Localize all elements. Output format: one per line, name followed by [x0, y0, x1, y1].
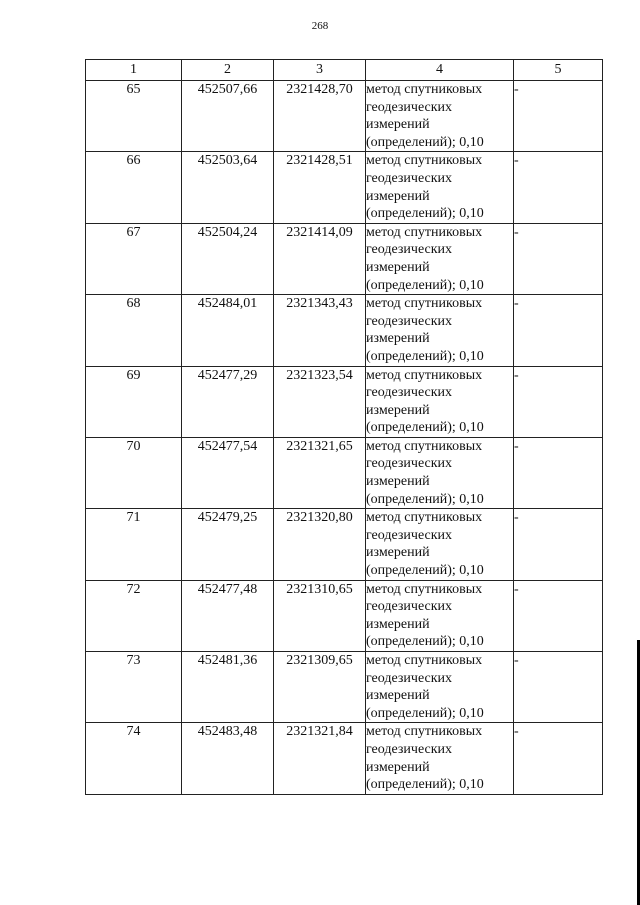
- table-row: [86, 509, 603, 580]
- table-row: [86, 652, 603, 723]
- point-number: 65: [86, 81, 182, 152]
- point-number: 69: [86, 366, 182, 437]
- table-header-row: [86, 60, 603, 81]
- y-coordinate: 2321309,65: [274, 652, 366, 723]
- point-number: 72: [86, 580, 182, 651]
- x-coordinate: 452477,48: [182, 580, 274, 651]
- method-description: метод спутниковых геодезических измерений (определений); 0,10: [366, 652, 514, 723]
- method-description: метод спутниковых геодезических измерений (определений); 0,10: [366, 223, 514, 294]
- point-number: 71: [86, 509, 182, 580]
- method-description: метод спутниковых геодезических измерений (определений); 0,10: [366, 152, 514, 223]
- note-cell: -: [514, 509, 603, 580]
- y-coordinate: 2321320,80: [274, 509, 366, 580]
- table-row: [86, 366, 603, 437]
- x-coordinate: 452507,66: [182, 81, 274, 152]
- column-header: 1: [86, 60, 182, 81]
- x-coordinate: 452477,29: [182, 366, 274, 437]
- x-coordinate: 452477,54: [182, 437, 274, 508]
- table-row: [86, 81, 603, 152]
- method-description: метод спутниковых геодезических измерений (определений); 0,10: [366, 723, 514, 794]
- note-cell: -: [514, 366, 603, 437]
- method-description: метод спутниковых геодезических измерений (определений); 0,10: [366, 81, 514, 152]
- table-row: [86, 295, 603, 366]
- point-number: 66: [86, 152, 182, 223]
- table-row: [86, 223, 603, 294]
- method-description: метод спутниковых геодезических измерений (определений); 0,10: [366, 437, 514, 508]
- x-coordinate: 452503,64: [182, 152, 274, 223]
- method-description: метод спутниковых геодезических измерений (определений); 0,10: [366, 509, 514, 580]
- y-coordinate: 2321343,43: [274, 295, 366, 366]
- table-row: [86, 152, 603, 223]
- note-cell: -: [514, 81, 603, 152]
- point-number: 70: [86, 437, 182, 508]
- x-coordinate: 452483,48: [182, 723, 274, 794]
- column-header: 4: [366, 60, 514, 81]
- column-header: 3: [274, 60, 366, 81]
- note-cell: -: [514, 223, 603, 294]
- table-row: [86, 580, 603, 651]
- method-description: метод спутниковых геодезических измерений (определений); 0,10: [366, 580, 514, 651]
- coordinates-table: [85, 59, 603, 795]
- point-number: 68: [86, 295, 182, 366]
- point-number: 73: [86, 652, 182, 723]
- table-row: [86, 723, 603, 794]
- column-header: 2: [182, 60, 274, 81]
- y-coordinate: 2321428,70: [274, 81, 366, 152]
- note-cell: -: [514, 580, 603, 651]
- point-number: 67: [86, 223, 182, 294]
- column-header: 5: [514, 60, 603, 81]
- point-number: 74: [86, 723, 182, 794]
- method-description: метод спутниковых геодезических измерений (определений); 0,10: [366, 295, 514, 366]
- y-coordinate: 2321323,54: [274, 366, 366, 437]
- method-description: метод спутниковых геодезических измерений (определений); 0,10: [366, 366, 514, 437]
- x-coordinate: 452479,25: [182, 509, 274, 580]
- y-coordinate: 2321310,65: [274, 580, 366, 651]
- table-row: [86, 437, 603, 508]
- x-coordinate: 452481,36: [182, 652, 274, 723]
- note-cell: -: [514, 295, 603, 366]
- note-cell: -: [514, 437, 603, 508]
- note-cell: -: [514, 152, 603, 223]
- x-coordinate: 452504,24: [182, 223, 274, 294]
- page-number: 268: [311, 20, 329, 32]
- y-coordinate: 2321321,65: [274, 437, 366, 508]
- x-coordinate: 452484,01: [182, 295, 274, 366]
- y-coordinate: 2321428,51: [274, 152, 366, 223]
- note-cell: -: [514, 723, 603, 794]
- y-coordinate: 2321321,84: [274, 723, 366, 794]
- note-cell: -: [514, 652, 603, 723]
- y-coordinate: 2321414,09: [274, 223, 366, 294]
